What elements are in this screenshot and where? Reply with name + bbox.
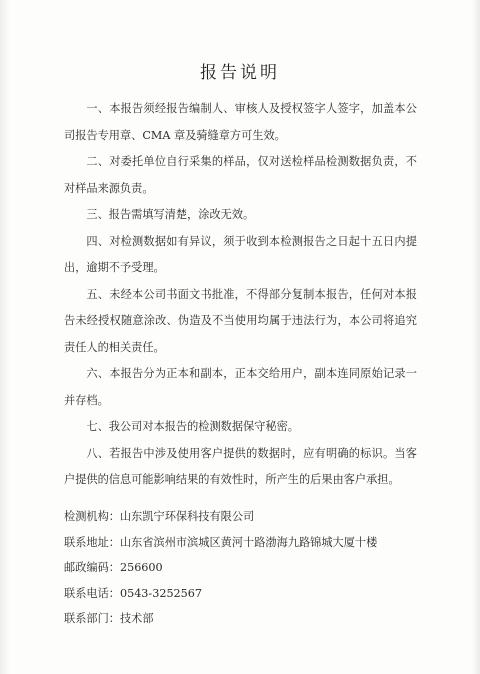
contact-value: 0543-3252567 [119, 586, 203, 600]
contact-label: 邮政编码： [64, 561, 120, 574]
notes-body [64, 96, 417, 494]
contact-row-department [64, 606, 424, 632]
contact-label: 联系电话： [64, 586, 120, 600]
note-paragraph-4: 四、对检测数据如有异议，须于收到本检测报告之日起十五日内提出，逾期不予受理。 [64, 234, 417, 274]
contact-label: 联系部门： [64, 612, 120, 625]
note-paragraph-7: 七、我公司对本报告的检测数据保守秘密。 [86, 420, 299, 433]
contact-row-institution [64, 504, 424, 530]
note-paragraph-8: 八、若报告中涉及使用客户提供的数据时，应有明确的标识。当客户提供的信息可能影响结果的有效性时，所产生的后果由客户承担。 [64, 446, 417, 486]
contact-label: 检测机构： [64, 510, 120, 523]
contact-row-phone [64, 581, 424, 607]
note-paragraph-5: 五、未经本公司书面文书批准，不得部分复制本报告，任何对本报告未经授权随意涂改、伪造及不当使用均属于违法行为，本公司将追究责任人的相关责任。 [64, 287, 417, 354]
contact-value: 山东省滨州市滨城区黄河十路渤海九路锦城大厦十楼 [119, 535, 378, 549]
note-paragraph-3: 三、报告需填写清楚，涂改无效。 [86, 208, 255, 221]
note-paragraph-6: 六、本报告分为正本和副本，正本交给用户，副本连同原始记录一并存档。 [64, 367, 417, 407]
contact-info-block [64, 504, 424, 632]
contact-row-postcode [64, 555, 424, 581]
contact-value: 技术部 [119, 612, 154, 625]
contact-label: 联系地址： [64, 535, 120, 549]
note-paragraph-2: 二、对委托单位自行采集的样品，仅对送检样品检测数据负责，不对样品来源负责。 [64, 155, 417, 195]
contact-value: 256600 [119, 561, 163, 574]
note-paragraph-1: 一、本报告须经报告编制人、审核人及授权签字人签字，加盖本公司报告专用章、CMA 章及骑缝章方可生效。 [64, 102, 417, 142]
contact-row-address [64, 530, 424, 556]
page-title: 报告说明 [200, 63, 280, 83]
contact-value: 山东凯宁环保科技有限公司 [119, 510, 255, 523]
